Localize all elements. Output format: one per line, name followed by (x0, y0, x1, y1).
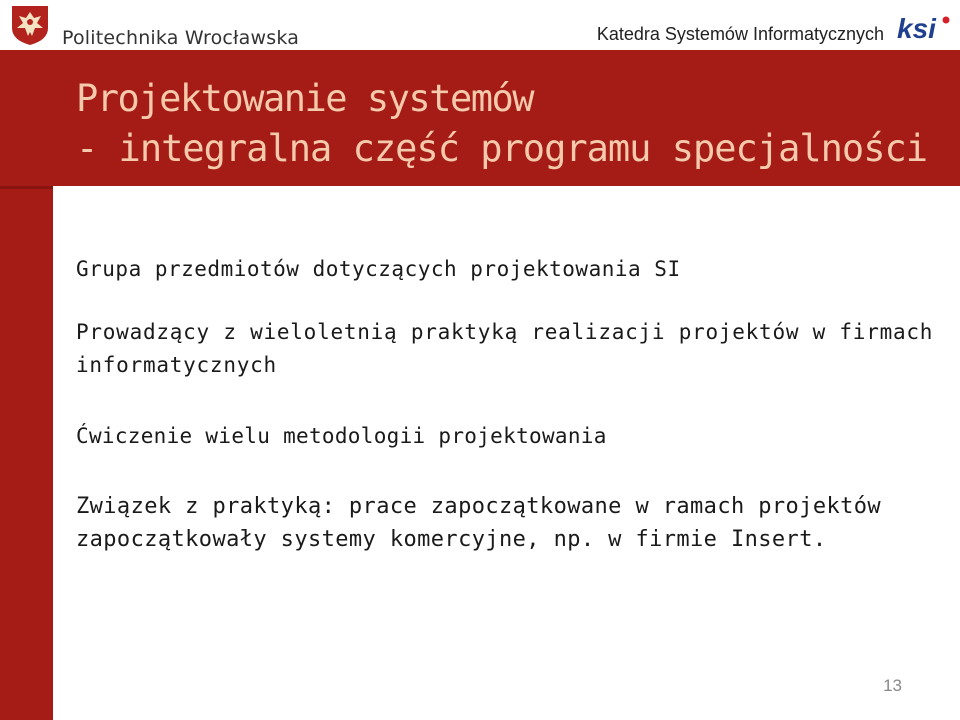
page-number: 13 (883, 676, 902, 695)
paragraph: Grupa przedmiotów dotyczących projektowania SI (76, 257, 681, 281)
title-line-2: - integralna część programu specjalności (76, 127, 928, 170)
slide-title (76, 74, 946, 174)
department-name: Katedra Systemów Informatycznych (596, 24, 884, 44)
paragraph: Związek z praktyką: prace zapoczątkowane w ramach projektów zapoczątkowały systemy komercyjne, np. w firmie Insert. (76, 494, 882, 552)
band-divider (0, 186, 53, 189)
paragraph: Prowadzący z wieloletnią praktyką realizacji projektów w firmach informatycznych (76, 320, 934, 377)
ksi-logo-text: ksi (897, 14, 936, 44)
title-line-1: Projektowanie systemów (76, 77, 534, 120)
paragraph: Ćwiczenie wielu metodologii projektowania (76, 424, 607, 448)
ksi-logo-icon (895, 14, 953, 44)
left-brand-bar (0, 50, 53, 720)
university-crest-icon (10, 4, 50, 46)
university-name: Politechnika Wrocławska (62, 27, 300, 49)
